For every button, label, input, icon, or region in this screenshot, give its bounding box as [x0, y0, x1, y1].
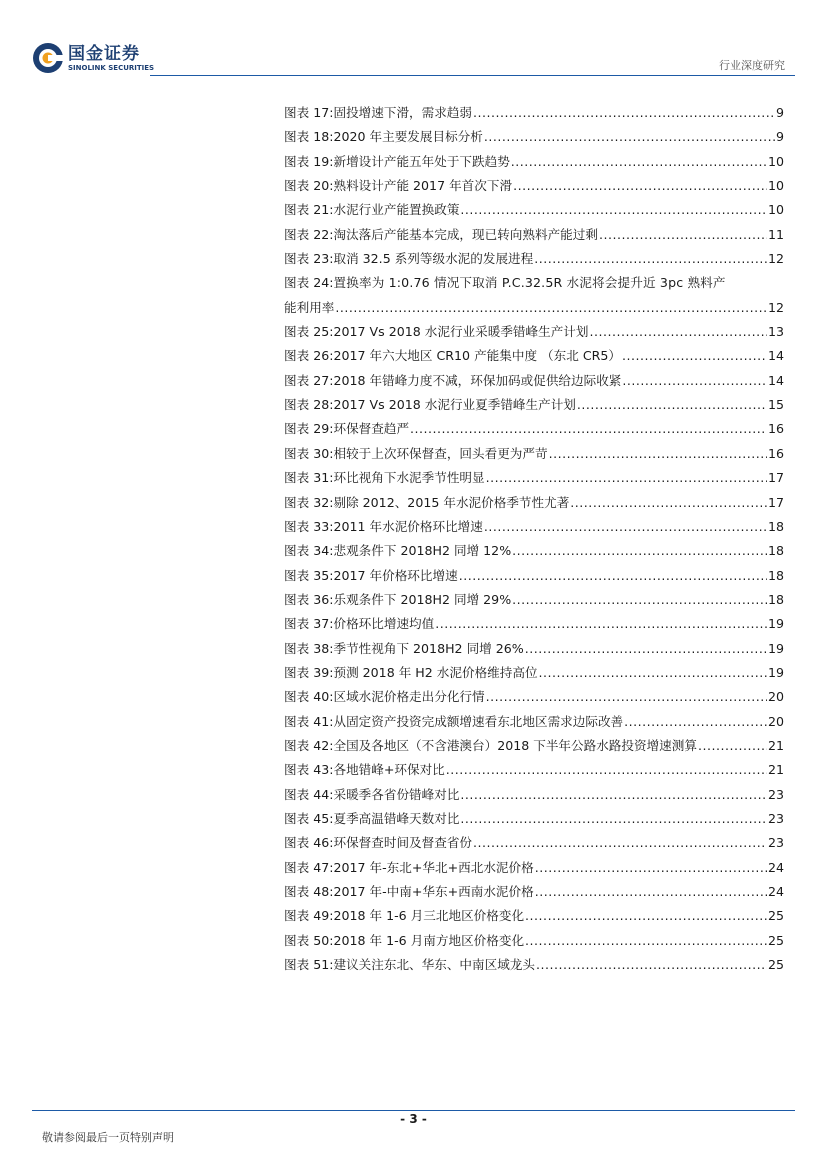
footer-disclaimer: 敬请参阅最后一页特别声明: [42, 1131, 174, 1144]
toc-entry-title: 环保督查趋严: [333, 421, 410, 437]
toc-dot-leader: [525, 904, 767, 928]
toc-entry-title: 2017 年六大地区 CR10 产能集中度 （东北 CR5）: [333, 348, 621, 364]
toc-entry-page: 18: [767, 518, 784, 534]
toc-dot-leader: [539, 661, 767, 685]
toc-entry-label: 图表 36:: [284, 591, 334, 607]
toc-entry-title: 2020 年主要发展目标分析: [333, 129, 483, 145]
toc-entry-title: 2017 年-东北+华北+西北水泥价格: [333, 859, 534, 875]
toc-entry[interactable]: [284, 807, 784, 831]
toc-entry-page: 17: [767, 470, 784, 486]
toc-entry-title: 乐观条件下 2018H2 同增 29%: [333, 591, 512, 607]
toc-entry[interactable]: [284, 856, 784, 880]
toc-entry[interactable]: [284, 125, 784, 149]
toc-dot-leader: [460, 807, 767, 831]
toc-entry[interactable]: [284, 710, 784, 734]
toc-entry-page: 20: [767, 689, 784, 705]
toc-dot-leader: [577, 393, 767, 417]
toc-entry-label: 图表 24:: [284, 275, 334, 291]
toc-entry-label: 图表 45:: [284, 810, 334, 826]
toc-entry-label: 图表 29:: [284, 421, 334, 437]
toc-entry[interactable]: [284, 588, 784, 612]
toc-entry-page: 13: [767, 324, 784, 340]
toc-entry[interactable]: [284, 271, 784, 295]
toc-entry[interactable]: [284, 685, 784, 709]
toc-entry-page: 21: [767, 737, 784, 753]
toc-entry-page: 25: [767, 957, 784, 973]
toc-entry-label: 图表 35:: [284, 567, 334, 583]
toc-entry-label: 图表 41:: [284, 713, 334, 729]
toc-entry-label: 图表 50:: [284, 932, 334, 948]
toc-entry[interactable]: [284, 661, 784, 685]
toc-entry-page: 18: [767, 591, 784, 607]
toc-entry-label: 图表 23:: [284, 251, 334, 267]
toc-entry[interactable]: [284, 880, 784, 904]
toc-dot-leader: [473, 831, 767, 855]
toc-entry[interactable]: [284, 150, 784, 174]
toc-entry-label: 图表 42:: [284, 737, 334, 753]
toc-dot-leader: [486, 685, 767, 709]
toc-dot-leader: [589, 320, 766, 344]
toc-entry[interactable]: [284, 174, 784, 198]
toc-entry-page: 21: [767, 762, 784, 778]
page-number: - 3 -: [400, 1112, 427, 1126]
logo-chinese-name: 国金证券: [68, 43, 140, 64]
toc-entry-label: 图表 40:: [284, 689, 334, 705]
toc-entry-page: 24: [767, 859, 784, 875]
toc-entry-title: 采暖季各省份错峰对比: [333, 786, 460, 802]
toc-entry-page: 23: [767, 786, 784, 802]
toc-dot-leader: [511, 150, 767, 174]
section-label: 行业深度研究: [719, 59, 785, 72]
toc-entry[interactable]: [284, 369, 784, 393]
toc-entry-page: 14: [767, 372, 784, 388]
header-divider: [150, 75, 795, 76]
toc-dot-leader: [536, 953, 767, 977]
toc-entry-title: 剔除 2012、2015 年水泥价格季节性尤著: [333, 494, 570, 510]
toc-dot-leader: [534, 247, 767, 271]
toc-entry-label: 图表 27:: [284, 372, 334, 388]
toc-dot-leader: [512, 588, 767, 612]
toc-entry-title: 新增设计产能五年处于下跌趋势: [333, 153, 510, 169]
toc-entry-label: 图表 28:: [284, 397, 334, 413]
toc-dot-leader: [622, 344, 767, 368]
toc-entry-page: 20: [767, 713, 784, 729]
toc-entry-page: 19: [767, 664, 784, 680]
toc-entry[interactable]: [284, 393, 784, 417]
toc-entry-page: 9: [775, 105, 784, 120]
toc-entry-label: 图表 25:: [284, 324, 334, 340]
toc-entry-title: 预测 2018 年 H2 水泥价格维持高位: [333, 664, 538, 680]
toc-entry-page: 9: [775, 129, 784, 145]
toc-entry-label: 图表 37:: [284, 616, 334, 632]
toc-entry[interactable]: [284, 198, 784, 222]
toc-entry-page: 17: [767, 494, 784, 510]
toc-dot-leader: [698, 734, 767, 758]
toc-entry-page: 19: [767, 640, 784, 656]
toc-entry-title: 2011 年水泥价格环比增速: [333, 518, 483, 534]
toc-entry-title: 从固定资产投资完成额增速看东北地区需求边际改善: [333, 713, 624, 729]
toc-entry-page: 16: [767, 445, 784, 461]
toc-entry-label: 图表 17:: [284, 105, 334, 120]
toc-entry-title-continued: 能利用率: [284, 299, 335, 315]
toc-entry[interactable]: [284, 637, 784, 661]
toc-entry[interactable]: [284, 953, 784, 977]
toc-dot-leader: [622, 369, 767, 393]
toc-entry-title: 2017 Vs 2018 水泥行业采暖季错峰生产计划: [333, 324, 589, 340]
toc-dot-leader: [535, 880, 767, 904]
toc-entry-page: 24: [767, 884, 784, 899]
toc-dot-leader: [535, 856, 767, 880]
toc-entry[interactable]: [284, 344, 784, 368]
toc-entry-title: 2018 年 1-6 月南方地区价格变化: [333, 932, 525, 948]
toc-entry-label: 图表 44:: [284, 786, 334, 802]
toc-entry-page: 18: [767, 543, 784, 559]
toc-entry-page: 10: [767, 202, 784, 218]
toc-entry-title: 价格环比增速均值: [333, 616, 435, 632]
toc-entry[interactable]: [284, 442, 784, 466]
toc-entry-title: 淘汰落后产能基本完成，现已转向熟料产能过剩: [333, 226, 598, 242]
toc-entry[interactable]: [284, 515, 784, 539]
toc-dot-leader: [525, 637, 767, 661]
toc-entry-label: 图表 21:: [284, 202, 334, 218]
toc-entry-label: 图表 19:: [284, 153, 334, 169]
toc-dot-leader: [486, 466, 767, 490]
company-logo: [32, 42, 154, 74]
toc-entry-title: 2017 年价格环比增速: [333, 567, 458, 583]
toc-dot-leader: [484, 515, 767, 539]
toc-entry-label: 图表 43:: [284, 762, 334, 778]
toc-entry-page: 12: [767, 299, 784, 315]
toc-entry-label: 图表 20:: [284, 178, 334, 194]
figure-table-of-contents: [284, 101, 784, 977]
toc-entry-title: 全国及各地区（不含港澳台）2018 下半年公路水路投资增速测算: [333, 737, 697, 753]
toc-dot-leader: [410, 417, 767, 441]
toc-dot-leader: [435, 612, 767, 636]
toc-entry-title: 环比视角下水泥季节性明显: [333, 470, 485, 486]
toc-entry[interactable]: [284, 223, 784, 247]
toc-entry[interactable]: [284, 539, 784, 563]
toc-entry[interactable]: [284, 734, 784, 758]
toc-entry[interactable]: [284, 247, 784, 271]
toc-entry-title: 2017 年-中南+华东+西南水泥价格: [333, 884, 534, 899]
toc-dot-leader: [549, 442, 767, 466]
toc-entry[interactable]: [284, 831, 784, 855]
toc-entry-title: 固投增速下滑，需求趋弱: [333, 105, 472, 120]
toc-entry[interactable]: [284, 783, 784, 807]
toc-entry-label: 图表 39:: [284, 664, 334, 680]
toc-entry-label: 图表 18:: [284, 129, 334, 145]
toc-entry-title: 水泥行业产能置换政策: [333, 202, 460, 218]
toc-entry-page: 10: [767, 153, 784, 169]
toc-entry-page: 10: [767, 178, 784, 194]
toc-entry-label: 图表 48:: [284, 884, 334, 899]
toc-entry-page: 11: [767, 226, 784, 242]
logo-text: [68, 44, 154, 73]
toc-entry[interactable]: [284, 417, 784, 441]
toc-entry-title: 区域水泥价格走出分化行情: [333, 689, 485, 705]
toc-entry-page: 16: [767, 421, 784, 437]
sinolink-logo-icon: [32, 42, 64, 74]
toc-entry-title: 环保督查时间及督查省份: [333, 835, 472, 851]
toc-entry-page: 12: [767, 251, 784, 267]
toc-dot-leader: [459, 564, 767, 588]
toc-entry-page: 18: [767, 567, 784, 583]
toc-entry-title: 季节性视角下 2018H2 同增 26%: [333, 640, 524, 656]
toc-entry-page: 14: [767, 348, 784, 364]
toc-entry-page: 15: [767, 397, 784, 413]
toc-dot-leader: [525, 929, 767, 953]
logo-english-name: SINOLINK SECURITIES: [68, 63, 155, 72]
toc-entry-title: 各地错峰+环保对比: [333, 762, 445, 778]
toc-dot-leader: [446, 758, 767, 782]
toc-entry-label: 图表 22:: [284, 226, 334, 242]
toc-dot-leader: [473, 101, 775, 125]
toc-entry[interactable]: [284, 904, 784, 928]
toc-entry-label: 图表 32:: [284, 494, 334, 510]
toc-entry-label: 图表 47:: [284, 859, 334, 875]
footer-divider: [32, 1110, 795, 1111]
toc-entry[interactable]: [284, 491, 784, 515]
toc-entry-title: 建议关注东北、华东、中南区域龙头: [333, 957, 535, 973]
toc-entry-title: 熟料设计产能 2017 年首次下滑: [333, 178, 513, 194]
toc-entry-page: 23: [767, 810, 784, 826]
toc-entry-label: 图表 51:: [284, 957, 334, 973]
toc-entry-page: 23: [767, 835, 784, 851]
toc-entry[interactable]: [284, 101, 784, 125]
toc-dot-leader: [460, 198, 767, 222]
toc-entry-label: 图表 33:: [284, 518, 334, 534]
toc-entry-title: 2018 年错峰力度不减，环保加码或促供给边际收紧: [333, 372, 622, 388]
toc-dot-leader: [513, 174, 767, 198]
toc-dot-leader: [570, 491, 767, 515]
toc-entry-label: 图表 26:: [284, 348, 334, 364]
toc-entry-title: 置换率为 1:0.76 情况下取消 P.C.32.5R 水泥将会提升近 3pc 熟料产: [333, 275, 726, 291]
toc-dot-leader: [335, 296, 767, 320]
toc-entry[interactable]: [284, 929, 784, 953]
toc-entry-label: 图表 46:: [284, 835, 334, 851]
toc-entry-title: 2018 年 1-6 月三北地区价格变化: [333, 908, 525, 924]
toc-entry-title: 相较于上次环保督查，回头看更为严苛: [333, 445, 548, 461]
toc-entry-label: 图表 49:: [284, 908, 334, 924]
toc-entry-title: 夏季高温错峰天数对比: [333, 810, 460, 826]
toc-dot-leader: [460, 783, 767, 807]
toc-dot-leader: [484, 125, 775, 149]
toc-entry[interactable]: [284, 466, 784, 490]
toc-dot-leader: [599, 223, 767, 247]
toc-entry-title: 取消 32.5 系列等级水泥的发展进程: [333, 251, 534, 267]
toc-entry[interactable]: [284, 612, 784, 636]
toc-entry-page: 25: [767, 908, 784, 924]
toc-dot-leader: [624, 710, 767, 734]
toc-dot-leader: [512, 539, 767, 563]
toc-entry-label: 图表 38:: [284, 640, 334, 656]
toc-entry-title: 悲观条件下 2018H2 同增 12%: [333, 543, 512, 559]
toc-entry-continuation[interactable]: [284, 296, 784, 320]
toc-entry-title: 2017 Vs 2018 水泥行业夏季错峰生产计划: [333, 397, 576, 413]
toc-entry-page: 25: [767, 932, 784, 948]
toc-entry[interactable]: [284, 564, 784, 588]
toc-entry-label: 图表 31:: [284, 470, 334, 486]
toc-entry[interactable]: [284, 758, 784, 782]
toc-entry-page: 19: [767, 616, 784, 632]
toc-entry-label: 图表 30:: [284, 445, 334, 461]
toc-entry[interactable]: [284, 320, 784, 344]
toc-entry-label: 图表 34:: [284, 543, 334, 559]
